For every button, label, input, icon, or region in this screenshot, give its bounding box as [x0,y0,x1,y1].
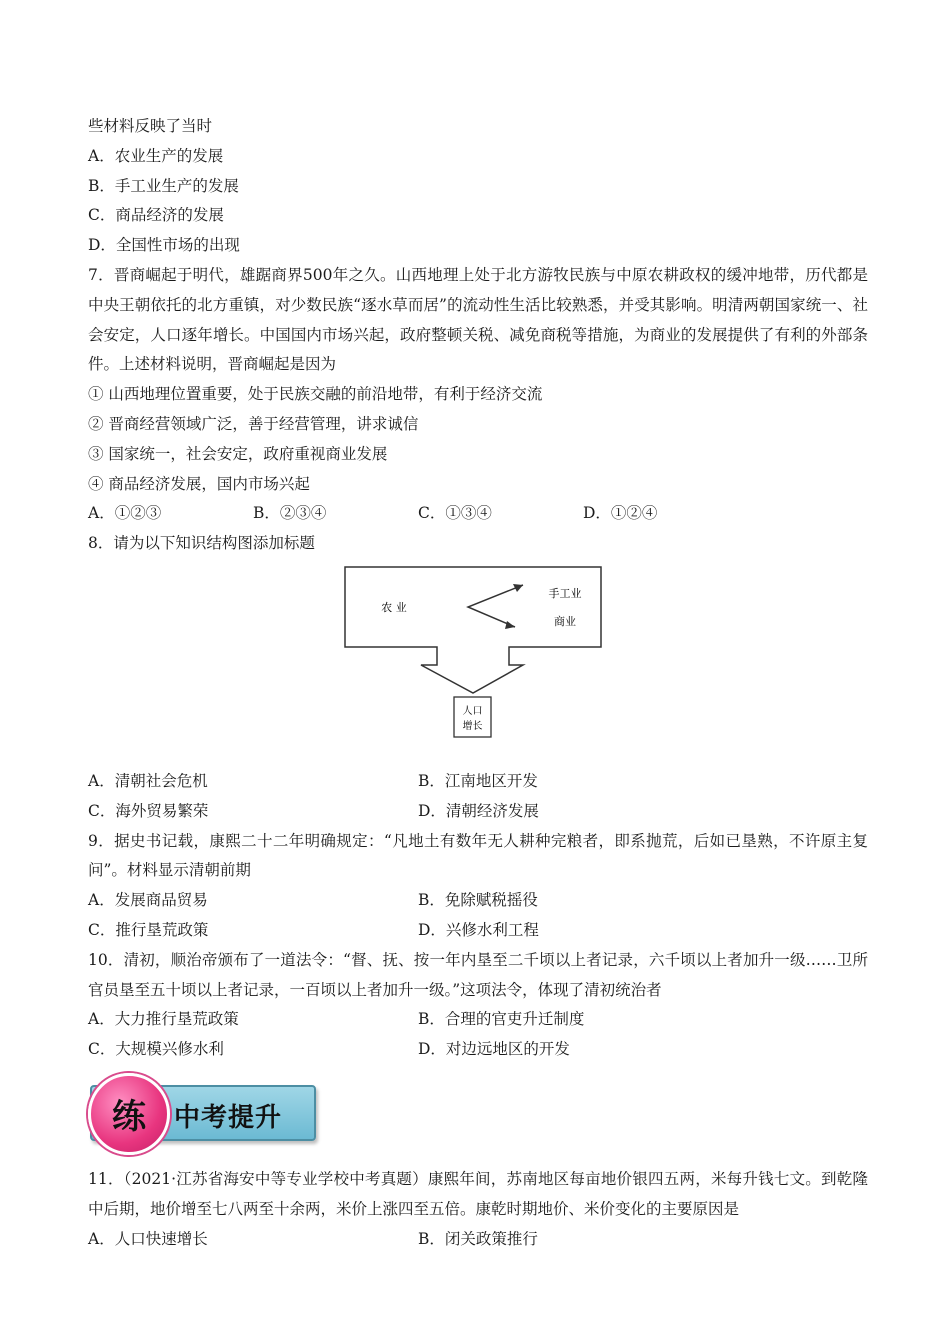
q8-option-b[interactable]: B．江南地区开发 [418,771,538,790]
q9-option-a[interactable]: A．发展商品贸易 [88,891,208,910]
q6-option-b[interactable]: B．手工业生产的发展 [88,176,239,195]
q8-option-c[interactable]: C．海外贸易繁荣 [88,801,209,820]
q7-option-a[interactable]: A．①②③ [88,504,162,523]
q10-options-row-1 [88,1005,868,1035]
section-banner [88,1073,868,1155]
knowledge-structure-diagram [88,565,868,765]
q8-options-row-1 [88,767,868,797]
q8-stem: 8．请为以下知识结构图添加标题 [88,534,315,553]
q7-item-3: ③ 国家统一，社会安定，政府重视商业发展 [88,444,388,463]
diagram-label-commerce: 商业 [554,614,576,628]
diagram-label-handicraft: 手工业 [548,586,582,600]
q7-option-b[interactable]: B．②③④ [253,504,327,523]
q7-item-1: ① 山西地理位置重要，处于民族交融的前沿地带，有利于经济交流 [88,385,543,404]
q8-options-row-2 [88,797,868,827]
document-page [88,112,868,1254]
q9-options-row-1 [88,886,868,916]
diagram-label-growth: 增长 [462,720,483,732]
q8-option-d[interactable]: D．清朝经济发展 [418,801,539,820]
q7-option-d[interactable]: D．①②④ [583,504,658,523]
q10-option-d[interactable]: D．对边远地区的开发 [418,1040,570,1059]
q7-stem: 7．晋商崛起于明代，雄踞商界500年之久。山西地理上处于北方游牧民族与中原农耕政权的缓冲地带，历代都是中央王朝依托的北方重镇，对少数民族“逐水草而居”的流动性生活比较熟悉，并受其影响。明清两朝国家统一、社会安定，人口逐年增长。中国国内市场兴起，政府整顿关税、减免商税等措施，为商业的发展提供了有利的外部条件。上述材料说明，晋商崛起是因为 [88,265,868,374]
q10-options-row-2 [88,1035,868,1065]
q11-stem: 11．（2021·江苏省海安中等专业学校中考真题）康熙年间，苏南地区每亩地价银四五两，米每升钱七文。到乾隆中后期，地价增至七八两至十余两，米价上涨四至五倍。康乾时期地价、米价变化的主要原因是 [88,1169,868,1218]
diagram-svg [343,565,605,765]
q10-option-c[interactable]: C．大规模兴修水利 [88,1040,224,1059]
q6-option-a[interactable]: A．农业生产的发展 [88,146,224,165]
q7-options [88,499,868,529]
q6-stem-end: 些材料反映了当时 [88,117,213,135]
q11-option-b[interactable]: B．闭关政策推行 [418,1229,538,1248]
q9-option-c[interactable]: C．推行垦荒政策 [88,920,209,939]
q9-stem: 9．据史书记载，康熙二十二年明确规定：“凡地土有数年无人耕种完粮者，即系抛荒，后如已垦熟，不许原主复问”。材料显示清朝前期 [88,831,868,880]
diagram-label-population: 人口 [462,705,483,717]
q11-options-row-1 [88,1225,868,1255]
q9-options-row-2 [88,916,868,946]
q9-option-d[interactable]: D．兴修水利工程 [418,920,539,939]
q10-option-b[interactable]: B．合理的官吏升迁制度 [418,1010,585,1029]
banner-circle-badge: 练 [88,1073,170,1155]
diagram-label-agriculture: 农 业 [381,600,407,614]
q7-item-4: ④ 商品经济发展，国内市场兴起 [88,474,310,493]
q10-stem: 10．清初，顺治帝颁布了一道法令：“督、抚、按一年内垦至二千顷以上者记录，六千顷以上者加升一级……卫所官员垦至五十顷以上者记录，一百顷以上者加升一级。”这项法令，体现了清初统治者 [88,950,868,999]
banner-title: 中考提升 [174,1102,283,1133]
q6-option-c[interactable]: C．商品经济的发展 [88,206,224,225]
q10-option-a[interactable]: A．大力推行垦荒政策 [88,1010,239,1029]
diagram-outline [345,567,601,693]
q8-option-a[interactable]: A．清朝社会危机 [88,771,208,790]
q6-option-d[interactable]: D．全国性市场的出现 [88,236,240,255]
q9-option-b[interactable]: B．免除赋税摇役 [418,891,538,910]
q7-option-c[interactable]: C．①③④ [418,504,492,523]
q11-option-a[interactable]: A．人口快速增长 [88,1229,208,1248]
q7-item-2: ② 晋商经营领域广泛，善于经营管理，讲求诚信 [88,414,419,433]
